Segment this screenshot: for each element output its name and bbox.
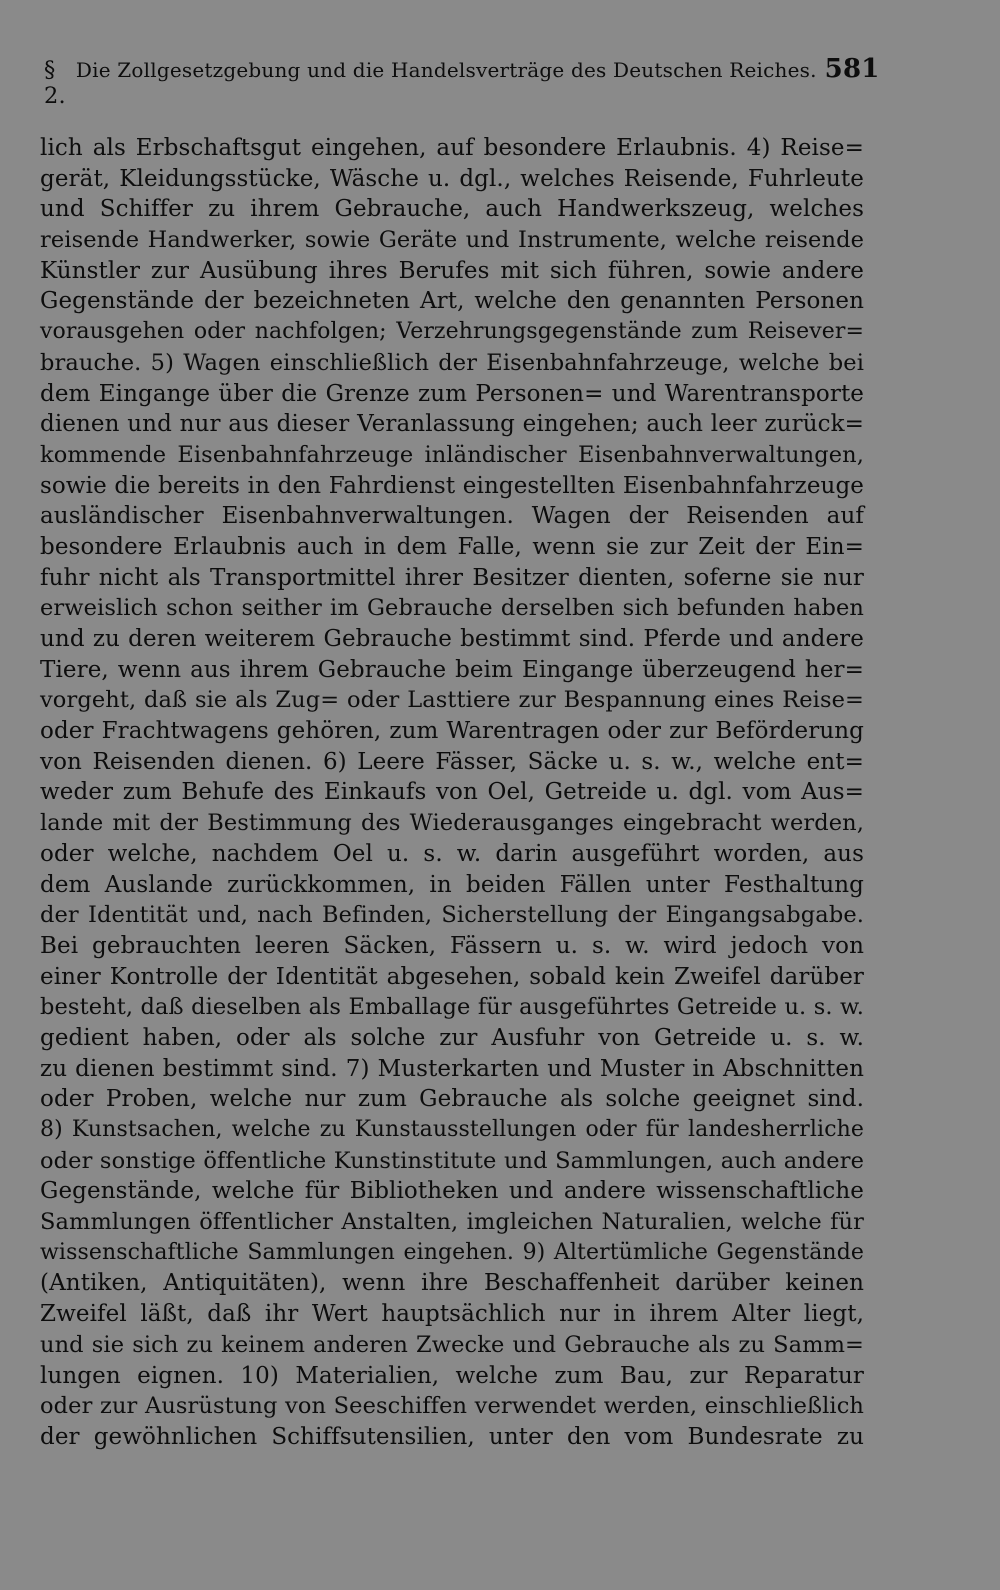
text-line: und sie sich zu keinem anderen Zwecke und Gebrauche als zu Samm= (40, 1331, 864, 1358)
text-line: lich als Erbschaftsgut eingehen, auf besondere Erlaubnis. 4) Reise= (40, 135, 864, 161)
text-line: 8) Kunstsachen, welche zu Kunstausstellungen oder für landesherrliche (40, 1117, 864, 1142)
text-line: gerät, Kleidungsstücke, Wäsche u. dgl., welches Reisende, Fuhrleute (40, 165, 864, 192)
text-line: gedient haben, oder als solche zur Ausfuhr von Getreide u. s. w. (40, 1024, 864, 1051)
text-line: der Identität und, nach Befinden, Sicherstellung der Eingangsabgabe. (40, 902, 864, 929)
text-line: ausländischer Eisenbahnverwaltungen. Wagen der Reisenden auf (40, 503, 864, 530)
text-line: Zweifel läßt, daß ihr Wert hauptsächlich nur in ihrem Alter liegt, (40, 1301, 864, 1328)
text-line: weder zum Behufe des Einkaufs von Oel, Getreide u. dgl. vom Aus= (40, 779, 864, 806)
text-line: besteht, daß dieselben als Emballage für ausgeführtes Getreide u. s. w. (40, 994, 864, 1021)
text-line: sowie die bereits in den Fahrdienst eingestellten Eisenbahnfahrzeuge (40, 472, 864, 499)
text-line: reisende Handwerker, sowie Geräte und Instrumente, welche reisende (40, 227, 864, 254)
text-line: von Reisenden dienen. 6) Leere Fässer, Säcke u. s. w., welche ent= (40, 748, 864, 775)
text-line: und Schiffer zu ihrem Gebrauche, auch Handwerkszeug, welches (40, 196, 864, 223)
body-text (40, 133, 864, 1453)
text-line: Gegenstände, welche für Bibliotheken und andere wissenschaftliche (40, 1178, 864, 1205)
text-line: erweislich schon seither im Gebrauche derselben sich befunden haben (40, 595, 864, 622)
text-line: und zu deren weiterem Gebrauche bestimmt sind. Pferde und andere (40, 626, 864, 652)
text-line: oder zur Ausrüstung von Seeschiffen verwendet werden, einschließlich (40, 1393, 864, 1420)
text-line: oder Frachtwagens gehören, zum Warentragen oder zur Beförderung (40, 718, 864, 745)
text-line: kommende Eisenbahnfahrzeuge inländischer Eisenbahnverwaltungen, (40, 441, 864, 468)
text-line: der gewöhnlichen Schiffsutensilien, unter den vom Bundesrate zu (40, 1423, 864, 1450)
text-line: fuhr nicht als Transportmittel ihrer Besitzer dienten, soferne sie nur (40, 564, 864, 591)
running-title: Die Zollgesetzgebung und die Handelsverträge des Deutschen Reiches. (75, 58, 817, 82)
text-line: Tiere, wenn aus ihrem Gebrauche beim Eingange überzeugend her= (40, 656, 864, 683)
text-line: einer Kontrolle der Identität abgesehen, sobald kein Zweifel darüber (40, 963, 864, 990)
page-number: 581 (824, 54, 880, 84)
text-line: Sammlungen öffentlicher Anstalten, imgleichen Naturalien, welche für (40, 1209, 864, 1236)
text-line: lande mit der Bestimmung des Wiederausganges eingebracht werden, (40, 810, 864, 837)
section-number: § 2. (44, 57, 66, 109)
text-line: Künstler zur Ausübung ihres Berufes mit sich führen, sowie andere (40, 257, 864, 284)
text-line: vorgeht, daß sie als Zug= oder Lasttiere zur Bespannung eines Reise= (40, 687, 864, 714)
text-line: oder welche, nachdem Oel u. s. w. darin ausgeführt worden, aus (40, 840, 864, 867)
text-line: oder sonstige öffentliche Kunstinstitute und Sammlungen, auch andere (40, 1147, 864, 1174)
text-line: oder Proben, welche nur zum Gebrauche als solche geeignet sind. (40, 1086, 864, 1113)
text-line: Gegenstände der bezeichneten Art, welche den genannten Personen (40, 288, 864, 315)
text-line: wissenschaftliche Sammlungen eingehen. 9) Altertümliche Gegenstände (40, 1239, 864, 1265)
text-line: dem Auslande zurückkommen, in beiden Fällen unter Festhaltung (40, 871, 864, 898)
text-line: dienen und nur aus dieser Veranlassung eingehen; auch leer zurück= (40, 411, 864, 438)
text-line: Bei gebrauchten leeren Säcken, Fässern u. s. w. wird jedoch von (40, 932, 864, 959)
text-line: brauche. 5) Wagen einschließlich der Eisenbahnfahrzeuge, welche bei (40, 349, 864, 376)
text-line: lungen eignen. 10) Materialien, welche zum Bau, zur Reparatur (40, 1362, 864, 1389)
text-line: zu dienen bestimmt sind. 7) Musterkarten und Muster in Abschnitten (40, 1055, 864, 1082)
running-header (44, 54, 880, 109)
text-line: dem Eingange über die Grenze zum Personen= und Warentransporte (40, 380, 864, 407)
text-line: besondere Erlaubnis auch in dem Falle, wenn sie zur Zeit der Ein= (40, 533, 864, 560)
text-line: (Antiken, Antiquitäten), wenn ihre Beschaffenheit darüber keinen (40, 1270, 864, 1297)
text-line: vorausgehen oder nachfolgen; Verzehrungsgegenstände zum Reisever= (40, 319, 864, 345)
